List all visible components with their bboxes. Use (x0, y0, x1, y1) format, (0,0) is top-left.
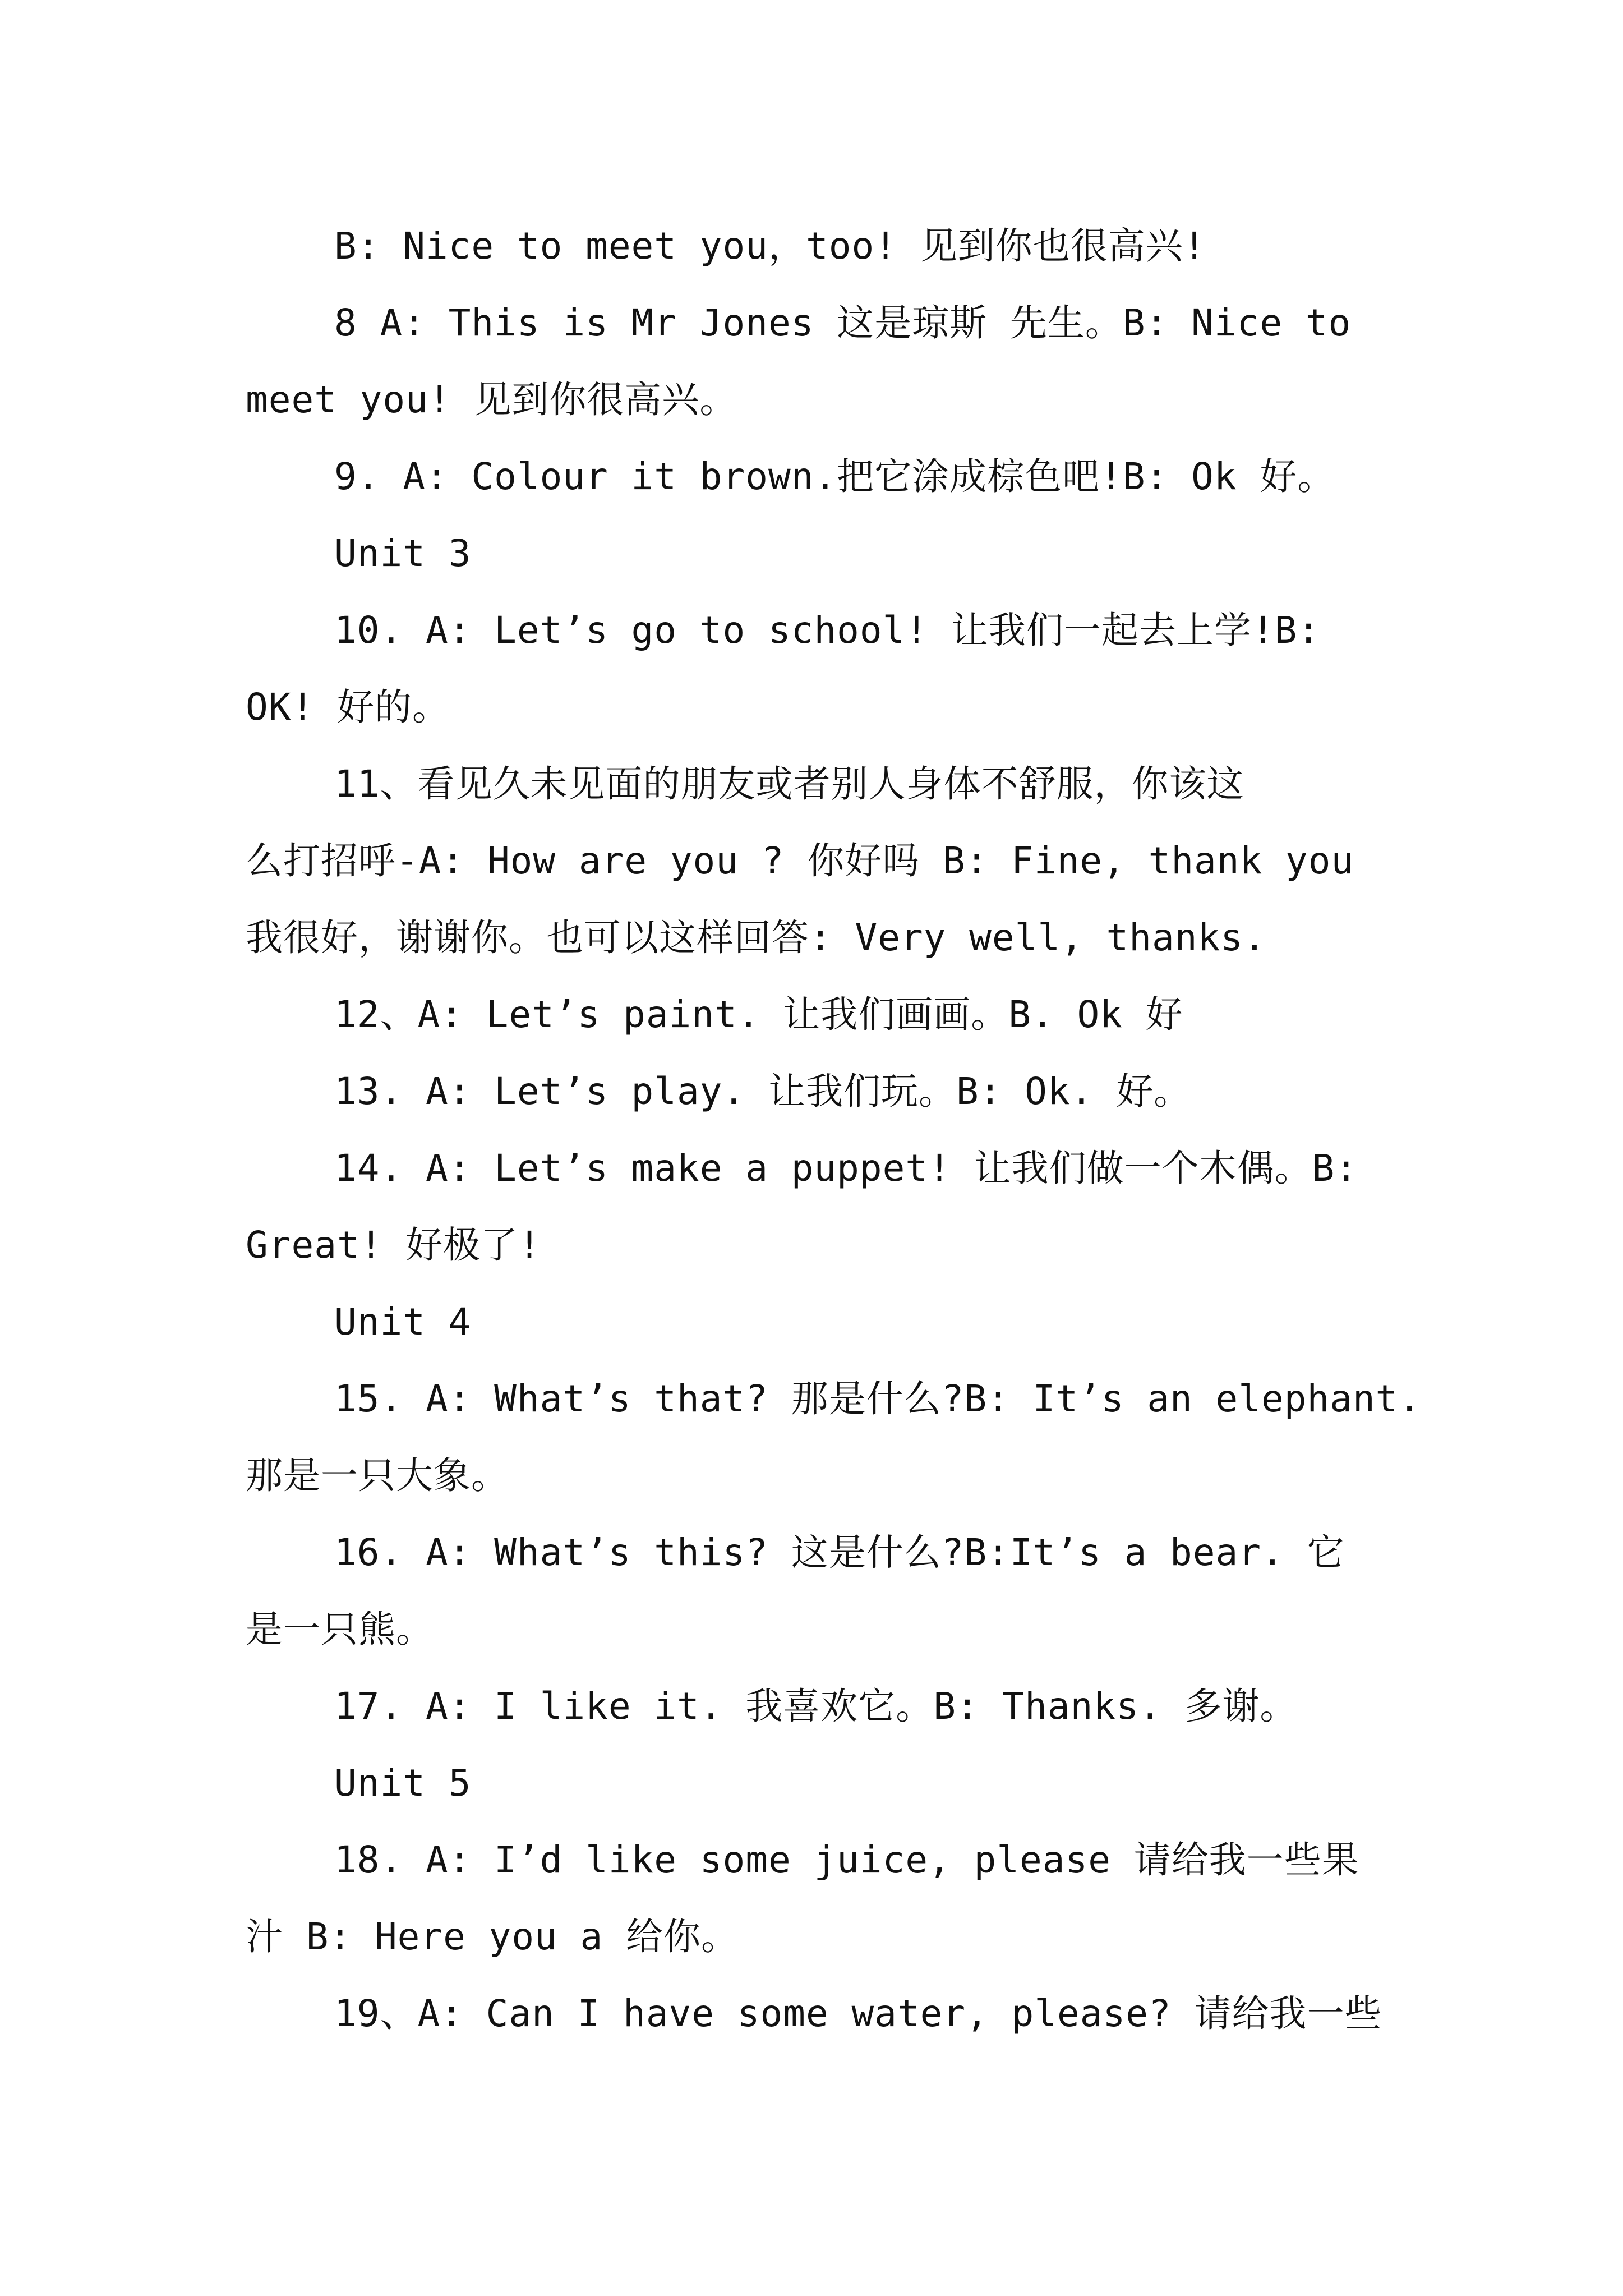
text-line: 9. A: Colour it brown.把它涂成棕色吧!B: Ok 好。 (334, 455, 1335, 498)
text-line: 汁 B: Here you a 给你。 (246, 1915, 739, 1958)
text-line: Great! 好极了! (246, 1223, 541, 1267)
text-line: 13. A: Let’s play. 让我们玩。B: Ok. 好。 (334, 1070, 1192, 1113)
text-line: 8 A: This is Mr Jones 这是琼斯 先生。B: Nice to (334, 301, 1352, 344)
text-line: 14. A: Let’s make a puppet! 让我们做一个木偶。B: (334, 1147, 1358, 1190)
document-body (246, 208, 1422, 2052)
text-line: 15. A: What’s that? 那是什么?B: It’s an elephant. (334, 1377, 1422, 1420)
text-line: 我很好，谢谢你。也可以这样回答: Very well, thanks. (246, 916, 1266, 959)
text-line: 10. A: Let’s go to school! 让我们一起去上学!B: (334, 609, 1321, 652)
text-line: 么打招呼-A: How are you ? 你好吗 B: Fine, thank you (246, 839, 1354, 882)
text-line: 16. A: What’s this? 这是什么?B:It’s a bear. 它 (334, 1531, 1345, 1574)
text-line: 那是一只大象。 (246, 1454, 509, 1497)
text-line: meet you! 见到你很高兴。 (246, 378, 737, 421)
text-line: 11、看见久未见面的朋友或者别人身体不舒服，你该这 (334, 762, 1244, 806)
unit-heading: Unit 3 (334, 532, 472, 575)
text-line: 17. A: I like it. 我喜欢它。B: Thanks. 多谢。 (334, 1685, 1298, 1728)
text-line: 是一只熊。 (246, 1608, 434, 1651)
text-line: 12、A: Let’s paint. 让我们画画。B. Ok 好 (334, 993, 1183, 1036)
text-line: 19、A: Can I have some water, please? 请给我一些 (334, 1992, 1382, 2035)
text-line: 18. A: I’d like some juice, please 请给我一些果 (334, 1838, 1359, 1881)
unit-heading: Unit 4 (334, 1300, 472, 1343)
text-line: B: Nice to meet you，too! 见到你也很高兴! (334, 224, 1206, 268)
text-line: OK! 好的。 (246, 685, 450, 729)
unit-heading: Unit 5 (334, 1761, 472, 1805)
